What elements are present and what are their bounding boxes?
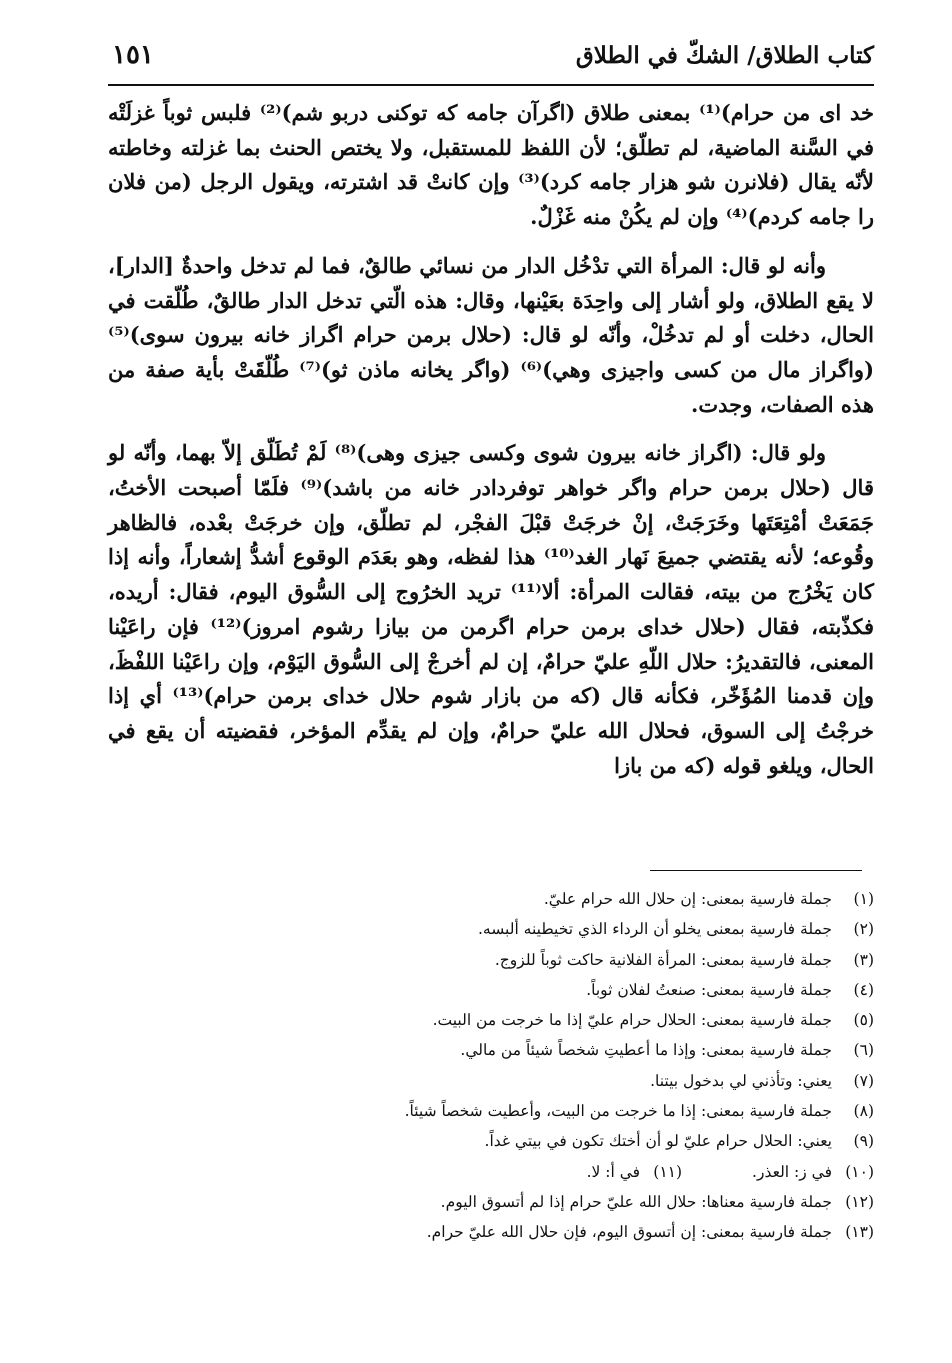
text-line: طُلّقَتْ بأية صفة من هذه الصفات، وجدت. <box>108 356 874 417</box>
footnote-text: جملة فارسية بمعنى: صنعتُ لفلان ثوباً. <box>586 980 832 999</box>
footnote-number: (٥) <box>853 1011 874 1030</box>
footnote-text: جملة فارسية بمعنى: إن حلال الله حرام عليّ. <box>543 890 832 908</box>
text-line: الأختُ، جَمَعَتْ أمْتِعَتَها وخَرَجَتْ، إنْ خرجَتْ قبْلَ الفجْر، لم تطلّق، وإن خرجَتْ <box>108 475 874 535</box>
text-line: وأنه لو قال: المرأة التي تدْخُل الدار من نسائي طالقٌ، فما لم تدخل واحدةٌ <box>181 252 826 278</box>
footnote-6 <box>108 1035 874 1065</box>
footnote-text: جملة فارسية بمعنى يخلو أن الرداء الذي تخيطينه ألبسه. <box>477 920 832 939</box>
footnote-number: (٧) <box>853 1071 874 1090</box>
footnote-number: (٣) <box>853 950 874 969</box>
footnote-7 <box>108 1066 874 1096</box>
page-number: ١٥١ <box>112 40 154 70</box>
footnote-9 <box>108 1126 874 1156</box>
paragraph-3 <box>108 436 874 783</box>
footnote-3 <box>108 945 874 975</box>
text-line: السُّوق اليوم، فقال: أريده، فكذّبته، فقال (حلال خداى برمن حرام اگرمن من بيازا <box>108 579 875 639</box>
footnote-number: (٨) <box>853 1102 874 1121</box>
footnote-text: يعني: وتأذني لي بدخول بيتنا. <box>650 1071 832 1090</box>
footnote-4 <box>108 975 874 1005</box>
footnote-5 <box>108 1005 874 1035</box>
running-title: كتاب الطلاق/ الشكّ في الطلاق <box>575 42 874 69</box>
paragraph-2 <box>108 249 874 423</box>
footnote-10-11 <box>108 1157 874 1187</box>
text-line: في السَّنة الماضية، لم تطلّق؛ لأن اللفظ للمستقبل، ولا يختص الحنث بما غزلته <box>180 134 874 160</box>
footnote-number: (١٢) <box>845 1192 874 1211</box>
text-line: السُّوق اليَوْم، وإن راعَيْنا اللفْظَ، وإن قدمنا المُؤَخّر، فكأنه قال (كه من بازار شوم <box>108 648 874 709</box>
text-line: خانه بيرون سوى)⁽⁵⁾ (واگراز مال من كسى واجيزى وهي)⁽⁶⁾ (واگر يخانه ماذن ثو)⁽⁷⁾ <box>108 322 875 382</box>
footnote-text: جملة فارسية معناها: حلال الله عليّ حرام إذا لم أتسوق اليوم. <box>440 1192 832 1211</box>
main-text <box>108 96 874 797</box>
footnote-number: (١٠) <box>845 1162 874 1181</box>
footnote-number: (١٣) <box>845 1223 874 1242</box>
text-line: (من فلان را جامه كردم)⁽⁴⁾ وإن لم يكُنْ منه غَزْلٌ. <box>108 169 874 230</box>
footnote-2 <box>108 914 874 944</box>
text-line: رشوم امروز)⁽¹²⁾ فإن راعَيْنا المعنى، فالتقديرُ: حلال اللّهِ عليّ حرامٌ، إن لم أخرجْ إلى <box>108 613 875 674</box>
text-line: أشدُّ إشعاراً، وأنه إذا كان يَخْرُج من بيته، فقالت المرأة: ألا⁽¹¹⁾ تريد الخرُوج إلى <box>108 544 874 605</box>
footnote-1 <box>108 884 874 914</box>
footnote-text: جملة فارسية بمعنى: إن أتسوق اليوم، فإن حلال الله عليّ حرام. <box>426 1223 832 1242</box>
footnote-8 <box>108 1096 874 1126</box>
footnote-text: جملة فارسية بمعنى: المرأة الفلانية حاكت ثوباً للزوج. <box>494 950 832 969</box>
text-line: ولو قال: (اگراز خانه بيرون شوى وكسى جيزى وهى)⁽⁸⁾ لَمْ تُطَلّق إلاّ بهما، وأنّه <box>133 440 827 466</box>
footnote-text: في أ: لا. <box>586 1162 641 1181</box>
text-line: خد اى من حرام)⁽¹⁾ بمعنى طلاق (اگرآن جامه كه توكنى دربو شم)⁽²⁾ فلبس ثوباً غزلَتْه <box>108 100 874 125</box>
footnote-text: يعني: الحلال حرام عليّ لو أن أختك تكون في بيتي غداً. <box>484 1132 832 1151</box>
footnote-number: (١) <box>853 890 874 908</box>
footnote-number: (٢) <box>853 920 874 939</box>
footnote-text: في ز: العذر. <box>752 1162 832 1181</box>
footnote-number: (١١) <box>653 1162 683 1181</box>
footnote-13 <box>108 1217 874 1247</box>
text-line: بعْده، فالظاهر وقُوعه؛ لأنه يقتضي جميعَ نَهار الغد⁽¹⁰⁾ هذا لفظه، وهو بعَدَم الوقوع <box>108 509 875 570</box>
text-line: وخاطته لأنّه يقال (فلانرن شو هزار جامه كرد)⁽³⁾ وإن كانتْ قد اشترته، ويقول الرجل <box>108 134 874 195</box>
paragraph-1 <box>108 96 874 235</box>
text-line: [الدار]، لا يقع الطلاق، ولو أشار إلى واحِدَة بعَيْنها، وقال: هذه الّتي تدخل الدار <box>108 252 874 313</box>
footnote-text: جملة فارسية بمعنى: إذا ما خرجت من البيت، وأعطيت شخصاً شيئاً. <box>404 1102 832 1121</box>
page-header <box>108 34 874 86</box>
footnote-number: (٤) <box>853 980 874 999</box>
footnote-12 <box>108 1187 874 1217</box>
footnote-divider <box>650 870 862 871</box>
text-line: طالقٌ، طُلّقت في الحال، دخلت أو لم تدخُلْ، وأنّه لو قال: (حلال برمن حرام اگراز <box>108 287 874 348</box>
footnote-text: جملة فارسية بمعنى: وإذا ما أعطيتِ شخصاً شيئاً من مالي. <box>460 1041 832 1060</box>
footnotes <box>108 884 874 1248</box>
footnote-text: جملة فارسية بمعنى: الحلال حرام عليّ إذا ما خرجت من البيت. <box>432 1011 832 1030</box>
text-line: حلال خداى برمن حرام)⁽¹³⁾ أي إذا خرجْتُ إلى السوق، فحلال الله عليّ حرامٌ، <box>108 683 875 743</box>
text-line: وإن لم يقدِّم المؤخر، فقضيته أن يقع في الحال، ويلغو قوله (كه من بازا <box>108 717 874 778</box>
text-line: لو قال (حلال برمن حرام واگر خواهر توفردادر خانه من باشد)⁽⁹⁾ فلَمّا أصبحت <box>108 440 874 501</box>
footnote-number: (٦) <box>853 1041 874 1060</box>
footnote-number: (٩) <box>853 1132 874 1151</box>
